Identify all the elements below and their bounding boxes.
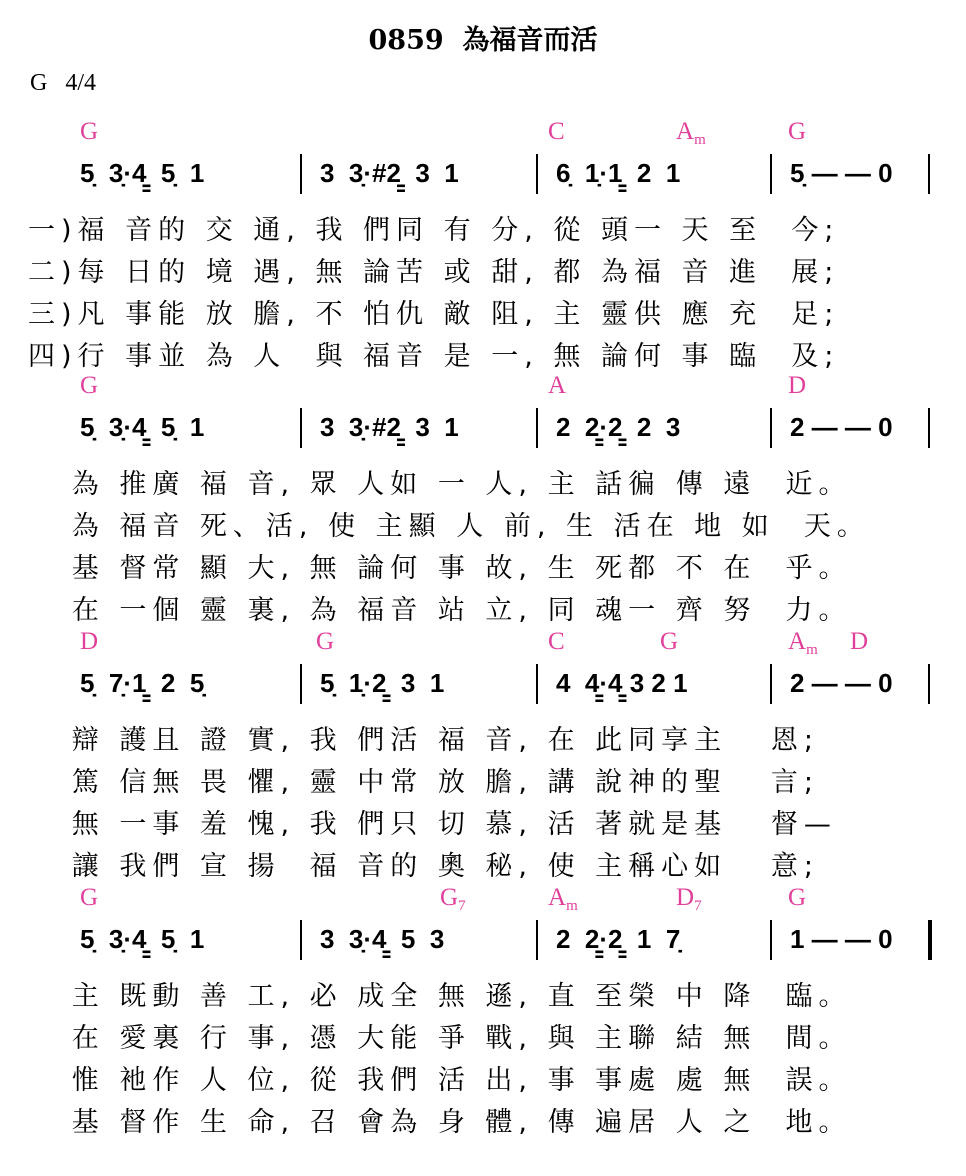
lyric-line: 讓 我們 宣 揚 福 音的 奧 秘, 使 主稱心如 意; bbox=[28, 851, 819, 882]
bar-line bbox=[300, 664, 302, 704]
hymn-title: 0859 為福音而活 bbox=[368, 25, 598, 56]
lyric-line: 三)凡 事能 放 膽, 不 怕仇 敵 阻, 主 靈供 應 充 足; bbox=[28, 299, 840, 330]
bar-line bbox=[536, 664, 538, 704]
bar-line bbox=[770, 664, 772, 704]
chord-label: $D_7$ bbox=[676, 884, 702, 914]
chord-label: D bbox=[788, 372, 807, 399]
measure-notes: 4 4̳·4̳ 3 2 1 bbox=[556, 668, 688, 698]
chord-label: C bbox=[548, 118, 565, 145]
measure-notes: 2 2̳·2̳ 2 3 bbox=[556, 412, 681, 442]
lyric-line: 一)福 音的 交 通, 我 們同 有 分, 從 頭一 天 至 今; bbox=[28, 215, 840, 246]
chord-label: G bbox=[316, 628, 335, 655]
measure-notes: 3 3̣·#2̳ 3 1 bbox=[320, 412, 459, 442]
bar-line bbox=[536, 408, 538, 448]
lyric-line: 基 督作 生 命, 召 會為 身 體, 傳 遍居 人 之 地。 bbox=[28, 1107, 852, 1138]
bar-line bbox=[770, 408, 772, 448]
chord-label: G bbox=[788, 118, 807, 145]
measure-notes: 3 3̣·#2̳ 3 1 bbox=[320, 158, 459, 188]
lyric-line: 在 一個 靈 裏, 為 福音 站 立, 同 魂一 齊 努 力。 bbox=[28, 595, 852, 626]
measure-notes: 1 — — 0 bbox=[790, 924, 893, 954]
measure-notes: 6̣ 1̣·1̳ 2 1 bbox=[556, 158, 681, 188]
bar-line bbox=[300, 154, 302, 194]
measure-notes: 5̣ 3̣·4̳ 5̣ 1 bbox=[80, 924, 205, 954]
bar-line bbox=[300, 920, 302, 960]
chord-label: G bbox=[80, 118, 99, 145]
chord-label: G bbox=[660, 628, 679, 655]
bar-line bbox=[928, 408, 930, 448]
lyric-line: 二)每 日的 境 遇, 無 論苦 或 甜, 都 為福 音 進 展; bbox=[28, 257, 840, 288]
bar-line bbox=[300, 408, 302, 448]
chord-label: $A_m$ bbox=[676, 118, 706, 148]
lyric-line: 惟 衪作 人 位, 從 我們 活 出, 事 事處 處 無 誤。 bbox=[28, 1065, 852, 1096]
measure-notes: 5̣ 3̣·4̳ 5̣ 1 bbox=[80, 412, 205, 442]
bar-line bbox=[536, 920, 538, 960]
key-signature: G 4/4 bbox=[30, 70, 96, 96]
lyric-line: 為 福音 死、活, 使 主顯 人 前, 生 活在 地 如 天。 bbox=[28, 511, 870, 542]
lyric-line: 為 推廣 福 音, 眾 人如 一 人, 主 話徧 傳 遠 近。 bbox=[28, 469, 852, 500]
measure-notes: 5̣ — — 0 bbox=[790, 158, 893, 188]
chord-label: G bbox=[80, 372, 99, 399]
measure-notes: 5̣ 1̣·2̳ 3 1 bbox=[320, 668, 445, 698]
bar-line bbox=[770, 920, 772, 960]
chord-label: D bbox=[850, 628, 869, 655]
chord-label: C bbox=[548, 628, 565, 655]
bar-line bbox=[928, 920, 932, 960]
chord-label: G bbox=[788, 884, 807, 911]
chord-label: G bbox=[80, 884, 99, 911]
bar-line bbox=[770, 154, 772, 194]
measure-notes: 2 — — 0 bbox=[790, 668, 893, 698]
lyric-line: 四)行 事並 為 人 與 福音 是 一, 無 論何 事 臨 及; bbox=[28, 341, 840, 372]
chord-label: D bbox=[80, 628, 99, 655]
measure-notes: 5̣ 3̣·4̳ 5̣ 1 bbox=[80, 158, 205, 188]
lyric-line: 主 既動 善 工, 必 成全 無 遜, 直 至榮 中 降 臨。 bbox=[28, 981, 852, 1012]
measure-notes: 5̣ 7̣·1̳ 2 5̣ bbox=[80, 668, 205, 698]
bar-line bbox=[928, 664, 930, 704]
chord-label: $A_m$ bbox=[788, 628, 818, 658]
measure-notes: 2 2̳·2̳ 1 7̣ bbox=[556, 924, 681, 954]
chord-label: $G_7$ bbox=[440, 884, 466, 914]
lyric-line: 無 一事 羞 愧, 我 們只 切 慕, 活 著就是基 督— bbox=[28, 809, 837, 840]
lyric-line: 基 督常 顯 大, 無 論何 事 故, 生 死都 不 在 乎。 bbox=[28, 553, 852, 584]
measure-notes: 2 — — 0 bbox=[790, 412, 893, 442]
lyric-line: 在 愛裏 行 事, 憑 大能 爭 戰, 與 主聯 結 無 間。 bbox=[28, 1023, 852, 1054]
chord-label: A bbox=[548, 372, 567, 399]
lyric-line: 篤 信無 畏 懼, 靈 中常 放 膽, 講 說神的聖 言; bbox=[28, 767, 819, 798]
lyric-line: 辯 護且 證 實, 我 們活 福 音, 在 此同享主 恩; bbox=[28, 725, 819, 756]
bar-line bbox=[928, 154, 930, 194]
bar-line bbox=[536, 154, 538, 194]
chord-label: $A_m$ bbox=[548, 884, 578, 914]
measure-notes: 3 3̣·4̳ 5 3 bbox=[320, 924, 445, 954]
